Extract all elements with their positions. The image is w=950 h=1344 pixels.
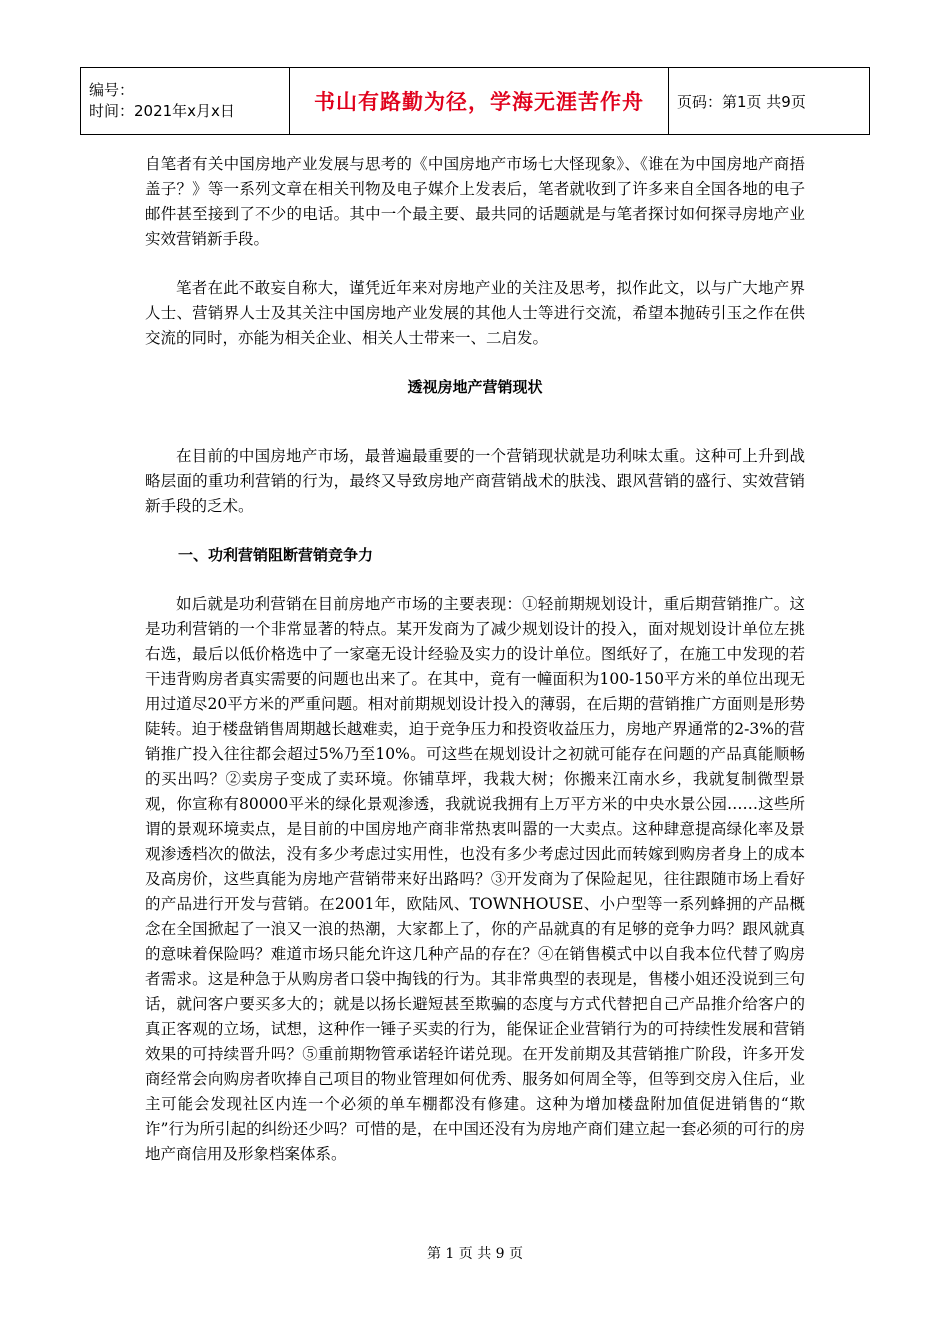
document-header [80, 67, 870, 135]
document-date-label: 时间：2021年x月x日 [89, 102, 235, 120]
header-motto: 书山有路勤为径，学海无涯苦作舟 [290, 68, 669, 135]
header-page-number: 页码：第1页 共9页 [669, 68, 870, 135]
section-title: 透视房地产营销现状 [407, 378, 543, 396]
document-body [145, 152, 805, 1167]
page-footer: 第 1 页 共 9 页 [426, 1246, 524, 1262]
intro-paragraph-2: 笔者在此不敢妄自称大，谨凭近年来对房地产业的关注及思考，拟作此文，以与广大地产界人士、营销界人士及其关注中国房地产业发展的其他人士等进行交流，希望本抛砖引玉之作在供交流的同时，亦能为相关企业、相关人士带来一、二启发。 [145, 279, 805, 347]
document-number-label: 编号： [89, 81, 135, 99]
main-paragraph: 如后就是功利营销在目前房地产市场的主要表现：①轻前期规划设计，重后期营销推广。这是功利营销的一个非常显著的特点。某开发商为了减少规划设计的投入，面对规划设计单位左挑右选，最后以低价格选中了一家毫无设计经验及实力的设计单位。图纸好了，在施工中发现的若干违背购房者真实需要的问题也出来了。在其中，竟有一幢面积为100-150平方米的单位出现无用过道尽20平方米的严重问题。相对前期规划设计投入的薄弱，在后期的营销推广方面则是形势陡转。迫于楼盘销售周期越长越难卖，迫于竞争压力和投资收益压力，房地产界通常的2-3%的营销推广投入往往都会超过5%乃至10%。可这些在规划设计之初就可能存在问题的产品真能顺畅的买出吗？②卖房子变成了卖环境。你铺草坪，我栽大树；你搬来江南水乡，我就复制微型景观，你宣称有80000平米的绿化景观渗透，我就说我拥有上万平方米的中央水景公园……这些所谓的景观环境卖点，是目前的中国房地产商非常热衷叫嚣的一大卖点。这种肆意提高绿化率及景观渗透档次的做法，没有多少考虑过实用性，也没有多少考虑过因此而转嫁到购房者身上的成本及高房价，这些真能为房地产营销带来好出路吗？③开发商为了保险起见，往往跟随市场上看好的产品进行开发与营销。在2001年，欧陆风、TOWNHOUSE、小户型等一系列蜂拥的产品概念在全国掀起了一浪又一浪的热潮，大家都上了，你的产品就真的有足够的竞争力吗？跟风就真的意味着保险吗？难道市场只能允许这几种产品的存在？④在销售模式中以自我本位代替了购房者需求。这是种急于从购房者口袋中掏钱的行为。其非常典型的表现是，售楼小姐还没说到三句话，就问客户要买多大的；就是以扬长避短甚至欺骗的态度与方式代替把自己产品推介给客户的真正客观的立场，试想，这种作一锤子买卖的行为，能保证企业营销行为的可持续性发展和营销效果的可持续晋升吗？⑤重前期物管承诺轻许诺兑现。在开发前期及其营销推广阶段，许多开发商经常会向购房者吹捧自己项目的物业管理如何优秀、服务如何周全等，但等到交房入住后，业主可能会发现社区内连一个必须的单车棚都没有修建。这种为增加楼盘附加值促进销售的“欺诈”行为所引起的纠纷还少吗？可惜的是，在中国还没有为房地产商们建立起一套必须的可行的房地产商信用及形象档案体系。 [145, 595, 805, 1163]
header-meta-cell [81, 68, 290, 135]
subheading: 一、功利营销阻断营销竞争力 [178, 546, 374, 564]
intro-paragraph-1: 自笔者有关中国房地产业发展与思考的《中国房地产市场七大怪现象》、《谁在为中国房地产商捂盖子？》等一系列文章在相关刊物及电子媒介上发表后，笔者就收到了许多来自全国各地的电子邮件甚至接到了不少的电话。其中一个最主要、最共同的话题就是与笔者探讨如何探寻房地产业实效营销新手段。 [145, 155, 805, 248]
section-paragraph-1: 在目前的中国房地产市场，最普遍最重要的一个营销现状就是功利味太重。这种可上升到战略层面的重功利营销的行为，最终又导致房地产商营销战术的肤浅、跟风营销的盛行、实效营销新手段的乏术。 [145, 447, 805, 515]
